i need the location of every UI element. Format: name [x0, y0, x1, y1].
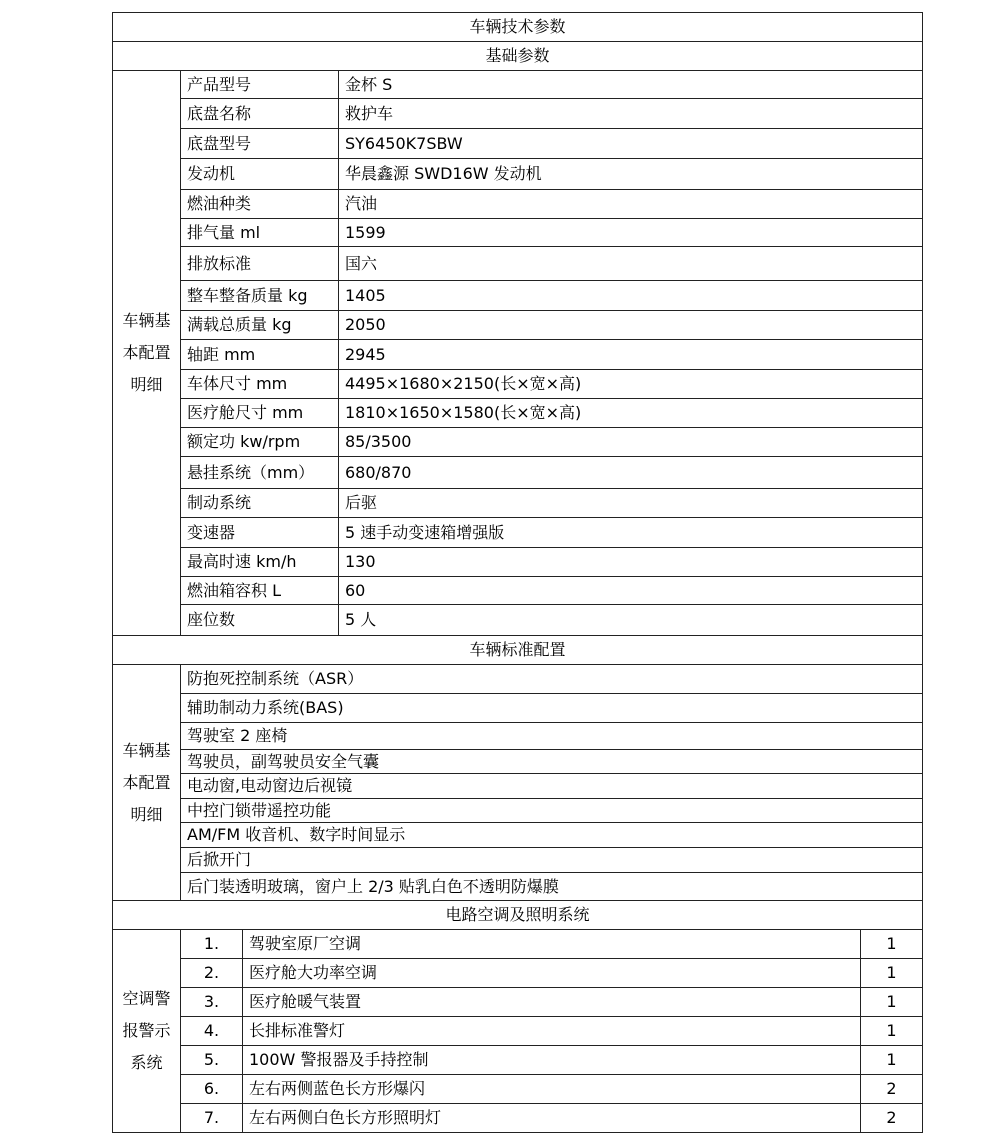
spec-value: 后驱 [339, 489, 923, 518]
item-quantity: 1 [861, 1046, 923, 1075]
standard-row [113, 723, 923, 750]
table-title: 车辆技术参数 [113, 13, 923, 42]
item-number: 7. [181, 1104, 243, 1133]
basic-row [113, 159, 923, 190]
spec-label: 排气量 ml [181, 219, 339, 247]
standard-section-header: 车辆标准配置 [113, 636, 923, 665]
item-name: 长排标准警灯 [243, 1017, 861, 1046]
spec-value: 85/3500 [339, 428, 923, 457]
standard-row [113, 694, 923, 723]
basic-row [113, 129, 923, 159]
config-item: 辅助制动力系统(BAS) [181, 694, 923, 723]
config-item: 驾驶室 2 座椅 [181, 723, 923, 750]
spec-label: 医疗舱尺寸 mm [181, 399, 339, 428]
basic-row [113, 518, 923, 548]
spec-label: 变速器 [181, 518, 339, 548]
spec-value: 4495×1680×2150(长×宽×高) [339, 370, 923, 399]
spec-value: 华晨鑫源 SWD16W 发动机 [339, 159, 923, 190]
item-quantity: 2 [861, 1075, 923, 1104]
spec-table-body [113, 13, 923, 1133]
spec-label: 燃油箱容积 L [181, 577, 339, 605]
basic-row [113, 399, 923, 428]
spec-label: 满载总质量 kg [181, 311, 339, 340]
standard-row [113, 823, 923, 848]
title-row [113, 13, 923, 42]
config-item: 电动窗,电动窗边后视镜 [181, 774, 923, 799]
item-quantity: 1 [861, 988, 923, 1017]
electrical-row [113, 988, 923, 1017]
basic-row [113, 428, 923, 457]
item-number: 1. [181, 930, 243, 959]
spec-label: 发动机 [181, 159, 339, 190]
electrical-row [113, 1046, 923, 1075]
basic-group-label: 车辆基本配置明细 [113, 71, 181, 636]
spec-label: 座位数 [181, 605, 339, 636]
spec-table [112, 12, 923, 1133]
item-name: 驾驶室原厂空调 [243, 930, 861, 959]
item-number: 4. [181, 1017, 243, 1046]
item-name: 左右两侧白色长方形照明灯 [243, 1104, 861, 1133]
item-name: 医疗舱暖气装置 [243, 988, 861, 1017]
spec-value: 1810×1650×1580(长×宽×高) [339, 399, 923, 428]
spec-label: 车体尺寸 mm [181, 370, 339, 399]
spec-value: 5 人 [339, 605, 923, 636]
basic-row [113, 577, 923, 605]
spec-label: 制动系统 [181, 489, 339, 518]
basic-section-header: 基础参数 [113, 42, 923, 71]
spec-label: 额定功 kw/rpm [181, 428, 339, 457]
spec-value: 1405 [339, 281, 923, 311]
item-quantity: 2 [861, 1104, 923, 1133]
standard-group-label: 车辆基本配置明细 [113, 665, 181, 901]
spec-value: 130 [339, 548, 923, 577]
spec-label: 悬挂系统（mm） [181, 457, 339, 489]
standard-row [113, 873, 923, 901]
standard-row [113, 848, 923, 873]
spec-label: 底盘型号 [181, 129, 339, 159]
spec-value: 救护车 [339, 99, 923, 129]
config-item: 防抱死控制系统（ASR） [181, 665, 923, 694]
electrical-row [113, 1075, 923, 1104]
item-number: 6. [181, 1075, 243, 1104]
spec-value: 5 速手动变速箱增强版 [339, 518, 923, 548]
item-name: 医疗舱大功率空调 [243, 959, 861, 988]
electrical-section-header: 电路空调及照明系统 [113, 901, 923, 930]
config-item: 驾驶员，副驾驶员安全气囊 [181, 750, 923, 774]
config-item: 中控门锁带遥控功能 [181, 799, 923, 823]
spec-sheet [112, 12, 922, 1133]
basic-row [113, 489, 923, 518]
basic-row [113, 457, 923, 489]
section-header-row [113, 42, 923, 71]
basic-row [113, 370, 923, 399]
electrical-row [113, 1104, 923, 1133]
item-number: 2. [181, 959, 243, 988]
electrical-row [113, 959, 923, 988]
spec-label: 排放标准 [181, 247, 339, 281]
spec-label: 产品型号 [181, 71, 339, 99]
electrical-row [113, 1017, 923, 1046]
standard-row [113, 799, 923, 823]
spec-value: 2945 [339, 340, 923, 370]
basic-row [113, 190, 923, 219]
spec-value: 680/870 [339, 457, 923, 489]
standard-row [113, 665, 923, 694]
spec-label: 轴距 mm [181, 340, 339, 370]
spec-value: 汽油 [339, 190, 923, 219]
item-number: 5. [181, 1046, 243, 1075]
spec-label: 燃油种类 [181, 190, 339, 219]
spec-value: 国六 [339, 247, 923, 281]
spec-label: 最高时速 km/h [181, 548, 339, 577]
basic-row [113, 247, 923, 281]
item-quantity: 1 [861, 930, 923, 959]
electrical-row [113, 930, 923, 959]
standard-row [113, 774, 923, 799]
config-item: 后掀开门 [181, 848, 923, 873]
basic-row [113, 311, 923, 340]
item-quantity: 1 [861, 959, 923, 988]
basic-row [113, 605, 923, 636]
electrical-group-label: 空调警报警示系统 [113, 930, 181, 1133]
basic-row [113, 281, 923, 311]
standard-row [113, 750, 923, 774]
spec-value: SY6450K7SBW [339, 129, 923, 159]
basic-row [113, 219, 923, 247]
spec-value: 2050 [339, 311, 923, 340]
basic-row [113, 99, 923, 129]
spec-label: 整车整备质量 kg [181, 281, 339, 311]
config-item: AM/FM 收音机、数字时间显示 [181, 823, 923, 848]
item-name: 100W 警报器及手持控制 [243, 1046, 861, 1075]
basic-row [113, 548, 923, 577]
spec-value: 1599 [339, 219, 923, 247]
basic-row [113, 340, 923, 370]
item-name: 左右两侧蓝色长方形爆闪 [243, 1075, 861, 1104]
basic-row [113, 71, 923, 99]
spec-value: 金杯 S [339, 71, 923, 99]
section-header-row [113, 636, 923, 665]
section-header-row [113, 901, 923, 930]
spec-value: 60 [339, 577, 923, 605]
item-number: 3. [181, 988, 243, 1017]
config-item: 后门装透明玻璃，窗户上 2/3 贴乳白色不透明防爆膜 [181, 873, 923, 901]
item-quantity: 1 [861, 1017, 923, 1046]
spec-label: 底盘名称 [181, 99, 339, 129]
